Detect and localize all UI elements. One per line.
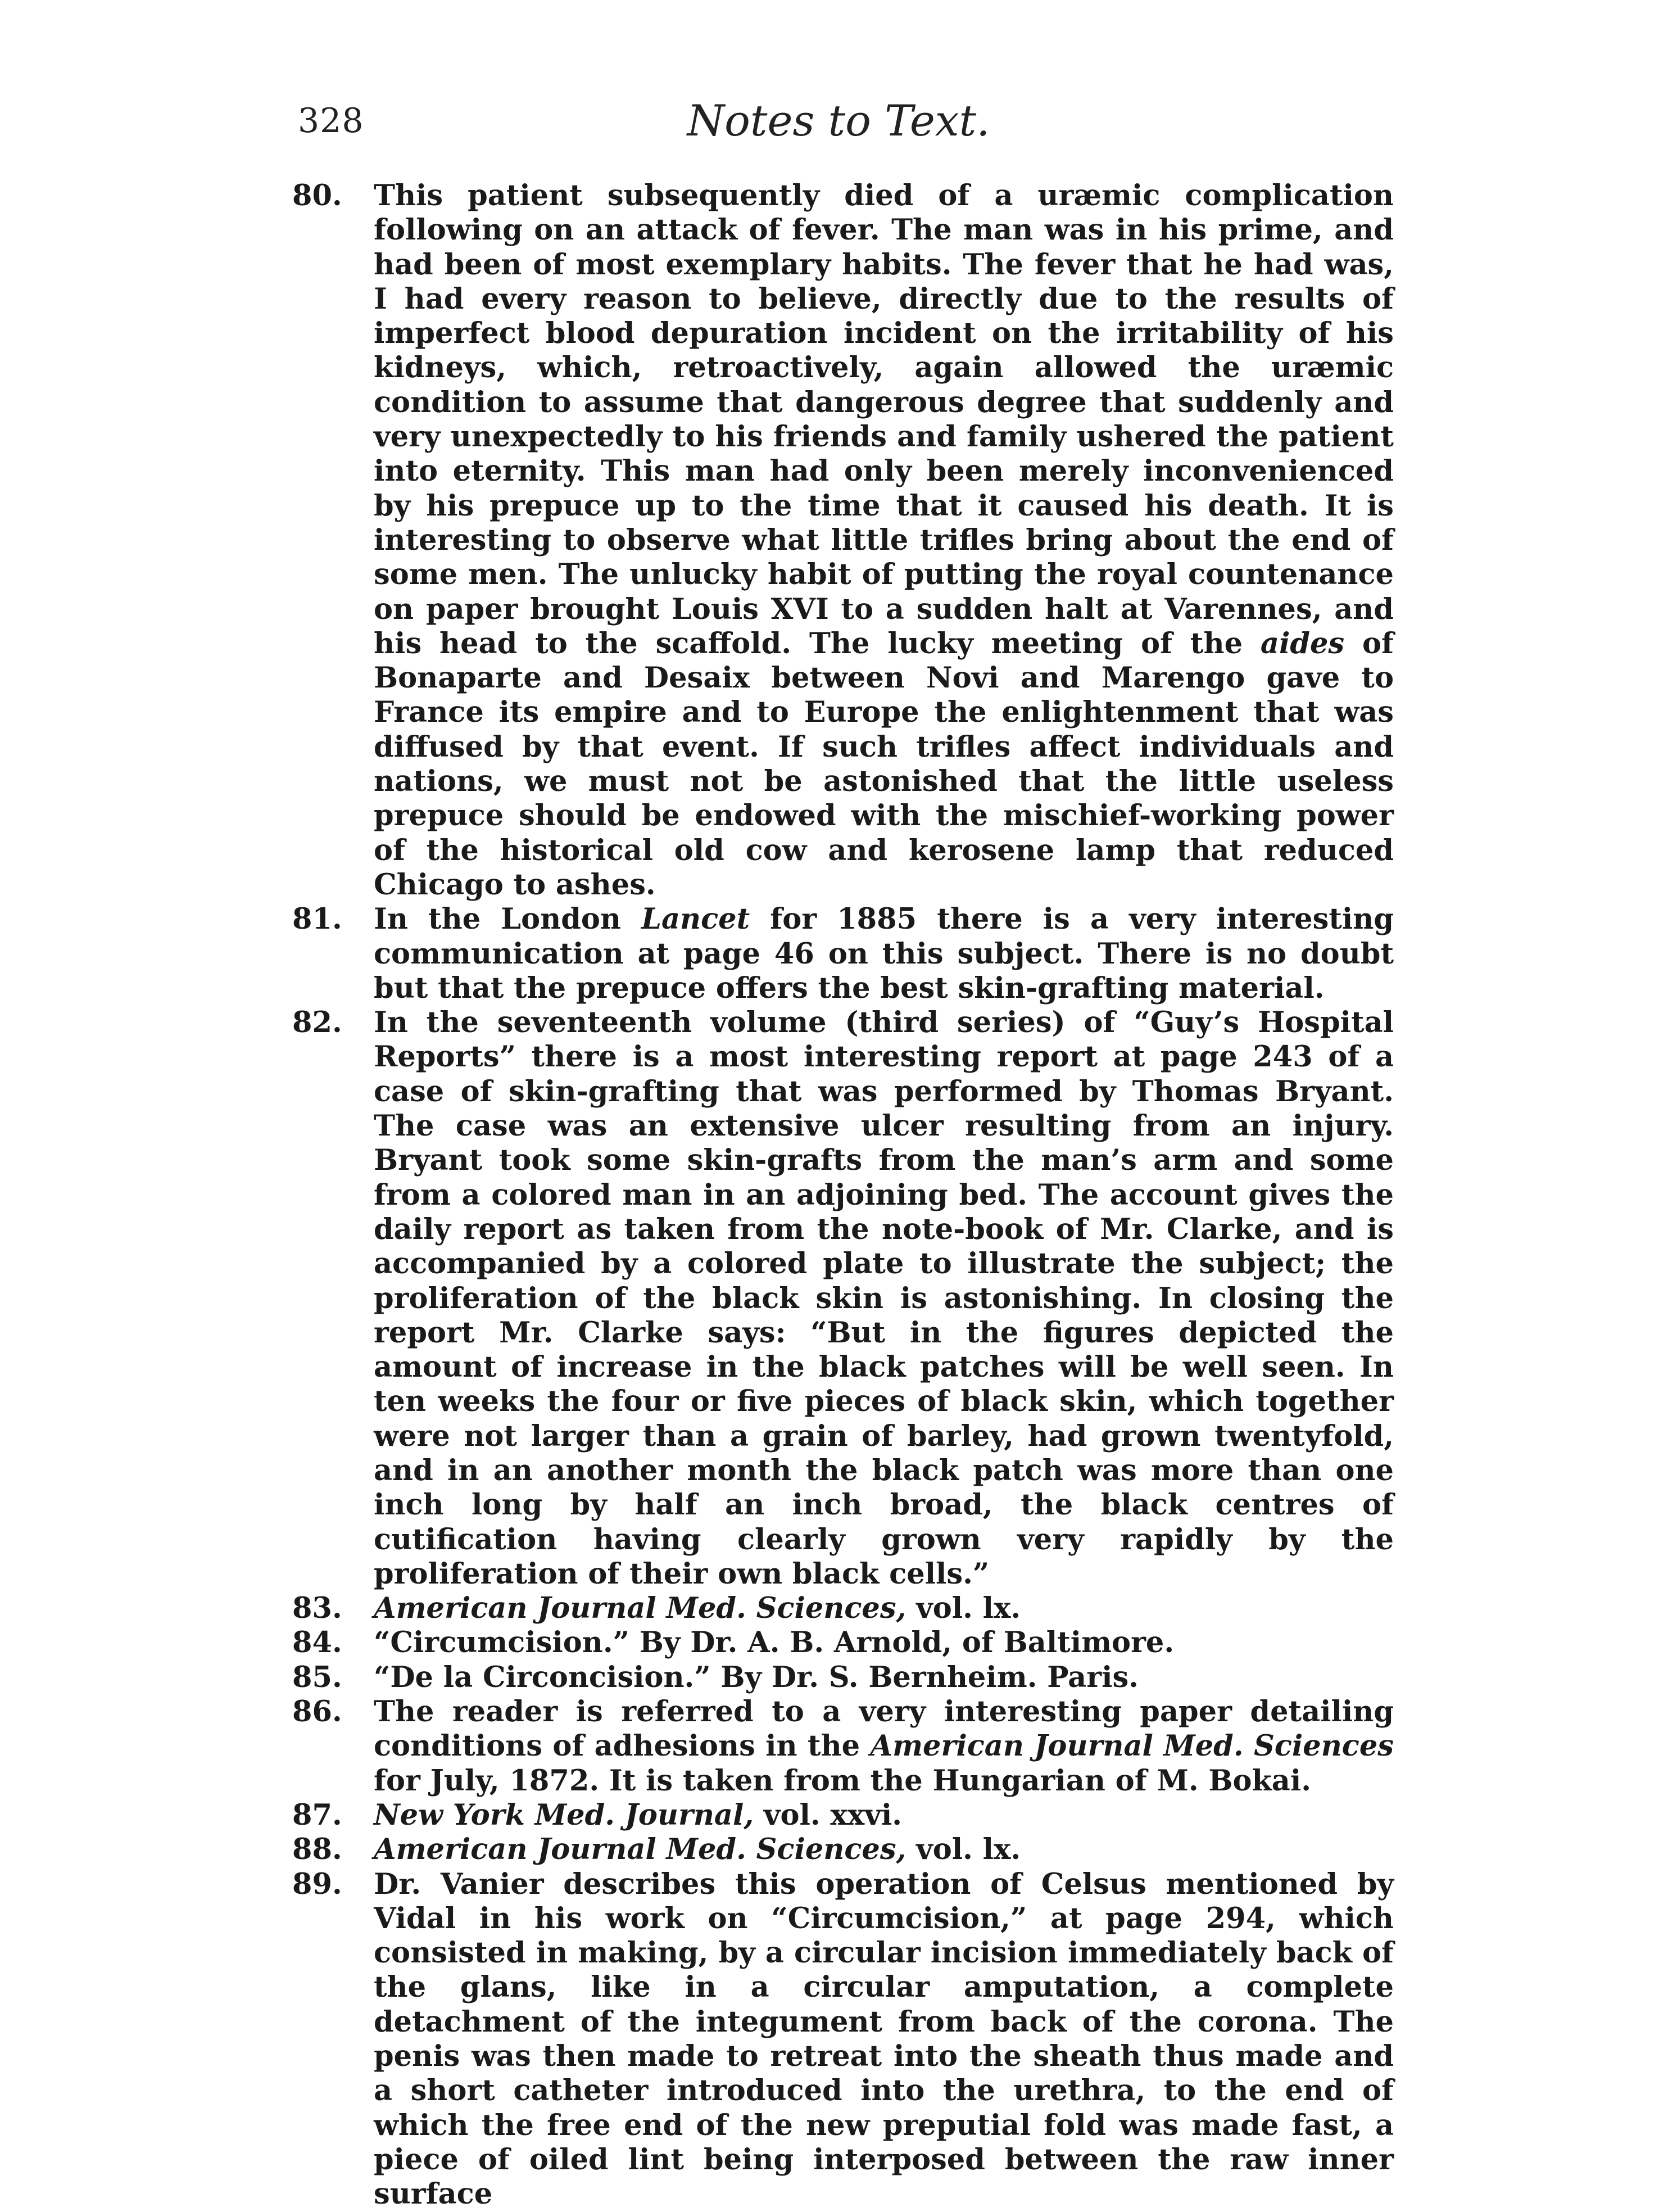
- note-text: vol. lx.: [906, 1591, 1021, 1626]
- note-1: [292, 902, 1394, 1006]
- note-number: 85.: [292, 1660, 342, 1694]
- note-0: [292, 179, 1394, 902]
- note-6: [292, 1695, 1394, 1798]
- note-number: 89.: [292, 1867, 342, 1901]
- note-text: vol. lx.: [906, 1833, 1021, 1867]
- page-number: 328: [298, 101, 364, 141]
- note-text: This patient subsequently died of a uræmic complication following on an attack of fever. The man was in his prime, and had been of most exemplary habits. The fever that he had was, I had every reason to believe, directly due to the results of imperfect blood depuration incident on the irritability of his kidneys, which, retroactively, again allowed the uræmic condition to assume that dangerous degree that suddenly and very unexpectedly to his friends and family ushered the patient into eternity. This man had only been merely inconvenienced by his prepuce up to the time that it caused his death. It is interesting to observe what little trifles bring about the end of some men. The unlucky habit of putting the royal countenance on paper brought Louis XVI to a sudden halt at Varennes, and his head to the scaffold. The lucky meeting of the: [374, 179, 1394, 661]
- note-text: of Bonaparte and Desaix between Novi and Marengo gave to France its empire and to Europe the enlightenment that was diffused by that event. If such trifles affect individuals and nations, we must not be astonished that the little useless prepuce should be endowed with the mischief-working power of the historical old cow and kerosene lamp that reduced Chicago to ashes.: [374, 626, 1394, 902]
- note-number: 81.: [292, 902, 342, 937]
- note-italic-text: American Journal Med. Sciences,: [374, 1591, 907, 1626]
- note-text: The reader is referred to a very interesting paper detailing conditions of adhesions in the: [374, 1695, 1394, 1763]
- note-5: [292, 1661, 1394, 1695]
- note-italic-text: New York Med. Journal,: [374, 1798, 754, 1832]
- note-number: 82.: [292, 1006, 342, 1040]
- note-text: Dr. Vanier describes this operation of Celsus mentioned by Vidal in his work on “Circumcision,” at page 294, which consisted in making, by a circular incision immediately back of the glans, like in a circular amputation, a complete detachment of the integument from back of the corona. The penis was then made to retreat into the sheath thus made and a short catheter introduced into the urethra, to the end of which the free end of the new preputial fold was made fast, a piece of oiled lint being interposed between the raw inner surface: [374, 1867, 1394, 2211]
- note-italic-text: aides: [1260, 626, 1345, 661]
- note-italic-text: American Journal Med. Sciences: [870, 1729, 1394, 1763]
- notes-list: [292, 179, 1394, 2212]
- note-number: 84.: [292, 1626, 342, 1660]
- note-text: In the London: [374, 902, 642, 937]
- note-italic-text: Lancet: [641, 902, 750, 937]
- note-text: “Circumcision.” By Dr. A. B. Arnold, of Baltimore.: [374, 1626, 1175, 1660]
- note-3: [292, 1591, 1394, 1626]
- page-header: [0, 96, 1677, 157]
- note-7: [292, 1798, 1394, 1833]
- note-number: 88.: [292, 1833, 342, 1867]
- note-text: “De la Circoncision.” By Dr. S. Bernheim. Paris.: [374, 1660, 1139, 1694]
- note-4: [292, 1626, 1394, 1660]
- note-text: vol. xxvi.: [754, 1798, 902, 1832]
- running-title: Notes to Text.: [687, 96, 990, 146]
- note-9: [292, 1867, 1394, 2212]
- note-text: In the seventeenth volume (third series) of “Guy’s Hospital Reports” there is a most interesting report at page 243 of a case of skin-grafting that was performed by Thomas Bryant. The case was an extensive ulcer resulting from an injury. Bryant took some skin-grafts from the man’s arm and some from a colored man in an adjoining bed. The account gives the daily report as taken from the note-book of Mr. Clarke, and is accompanied by a colored plate to illustrate the subject; the proliferation of the black skin is astonishing. In closing the report Mr. Clarke says: “But in the figures depicted the amount of increase in the black patches will be well seen. In ten weeks the four or five pieces of black skin, which together were not larger than a grain of barley, had grown twentyfold, and in an another month the black patch was more than one inch long by half an inch broad, the black centres of cutification having clearly grown very rapidly by the proliferation of their own black cells.”: [374, 1006, 1394, 1591]
- note-number: 86.: [292, 1695, 342, 1729]
- note-text: for July, 1872. It is taken from the Hungarian of M. Bokai.: [374, 1763, 1311, 1798]
- note-number: 80.: [292, 179, 342, 212]
- note-8: [292, 1833, 1394, 1867]
- note-2: [292, 1006, 1394, 1591]
- note-number: 83.: [292, 1591, 342, 1626]
- note-text: for 1885 there is a very interesting communication at page 46 on this subject. There is no doubt but that the prepuce offers the best skin-grafting material.: [374, 902, 1394, 1005]
- note-number: 87.: [292, 1798, 342, 1832]
- note-italic-text: American Journal Med. Sciences,: [374, 1833, 907, 1867]
